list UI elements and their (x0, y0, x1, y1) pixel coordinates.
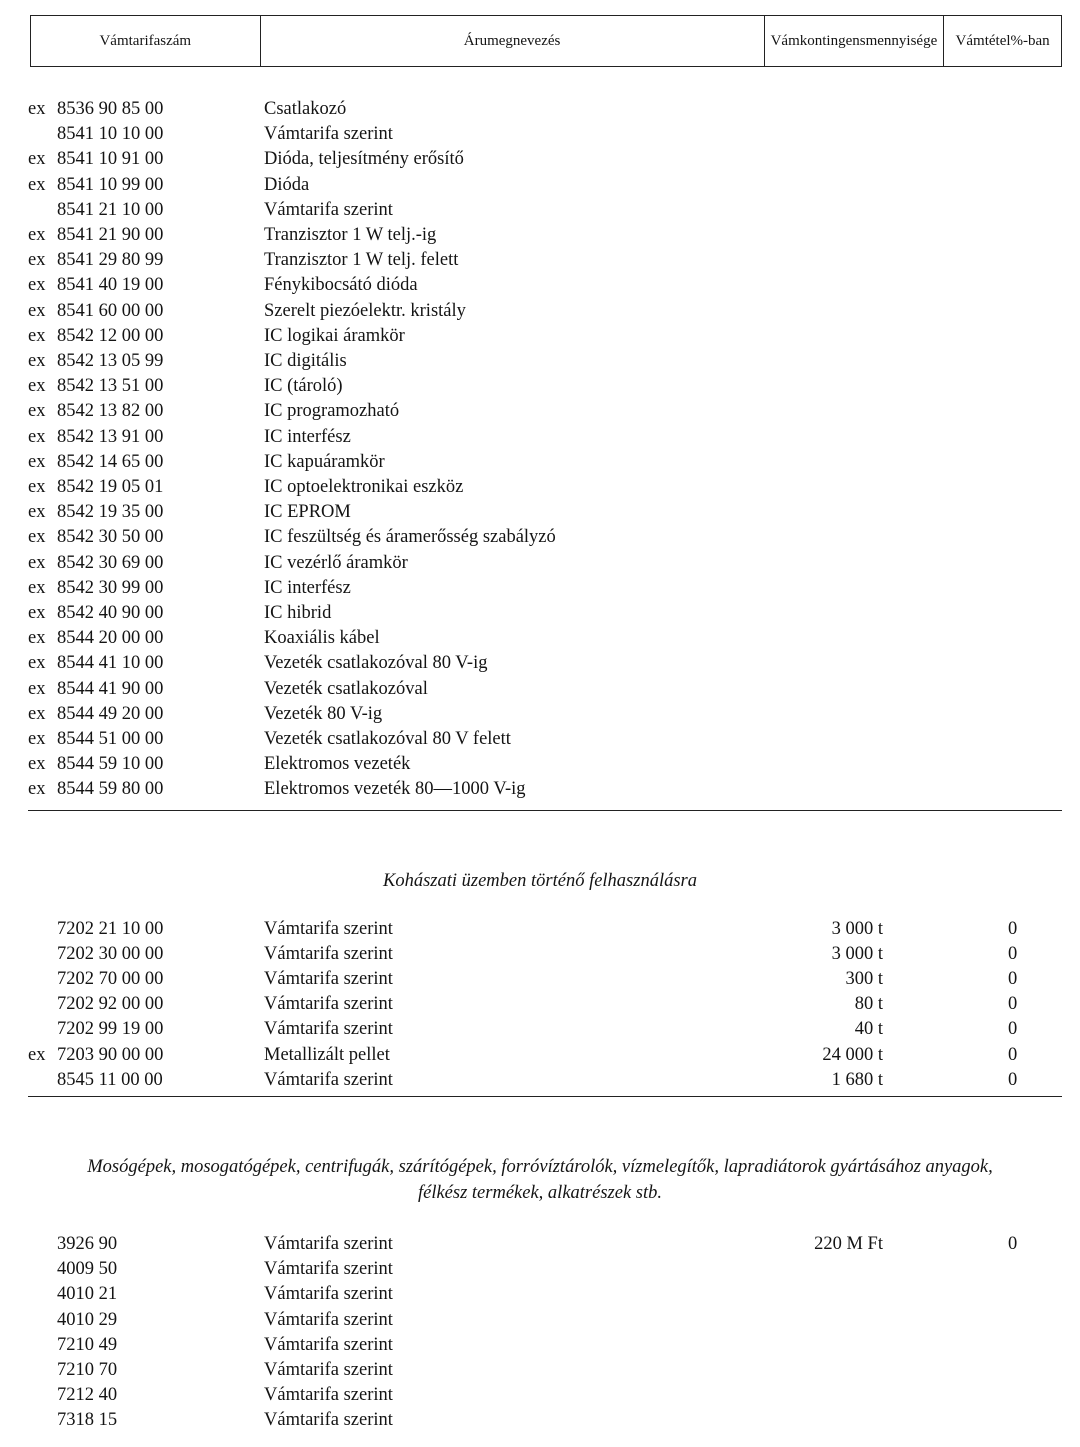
tariff-code: 8541 29 80 99 (57, 250, 164, 271)
duty-rate: 0 (1008, 919, 1018, 939)
goods-description: Szerelt piezóelektr. kristály (264, 300, 466, 321)
ex-marker: ex (28, 628, 46, 649)
goods-description: Csatlakozó (264, 99, 347, 119)
goods-description: IC interfész (264, 577, 351, 598)
table-row (0, 475, 1080, 500)
table-row (0, 1068, 1080, 1093)
tariff-code: 8542 12 00 00 (57, 325, 164, 346)
table-row (0, 677, 1080, 702)
header-rate-line1: Vámtétel (955, 33, 1011, 49)
goods-description: Vámtarifa szerint (264, 199, 393, 220)
goods-description: Tranzisztor 1 W telj. felett (264, 250, 459, 271)
tariff-code: 8544 59 80 00 (57, 779, 164, 800)
goods-description: Vámtarifa szerint (264, 1309, 393, 1330)
quota-quantity: 40 t (854, 1019, 883, 1040)
section3-title-line1: Mosógépek, mosogatógépek, centrifugák, szárítógépek, forróvíztárolók, vízmelegítők, lapradiátorok gyártásához anyagok, (87, 1157, 993, 1177)
tariff-code: 8541 40 19 00 (57, 275, 164, 296)
tariff-code: 7202 21 10 00 (57, 919, 164, 939)
ex-marker: ex (28, 477, 46, 497)
tariff-code: 8541 21 10 00 (57, 199, 164, 220)
tariff-code: 8544 49 20 00 (57, 703, 164, 724)
tariff-code: 7318 15 (57, 1410, 118, 1431)
ex-marker: ex (28, 653, 46, 674)
table-row (0, 917, 1080, 942)
table-row (0, 147, 1080, 172)
duty-rate: 0 (1008, 1044, 1018, 1065)
goods-description: IC programozható (264, 401, 400, 422)
goods-description: IC (tároló) (264, 376, 343, 397)
table-row (0, 299, 1080, 324)
table-row (0, 576, 1080, 601)
ex-marker: ex (28, 1044, 46, 1065)
goods-description: IC vezérlő áramkör (264, 552, 408, 573)
ex-marker: ex (28, 351, 46, 371)
table-row (0, 97, 1080, 122)
table-row (0, 122, 1080, 147)
goods-description: Vámtarifa szerint (264, 969, 393, 990)
tariff-code: 7210 70 (57, 1360, 118, 1380)
table-row (0, 992, 1080, 1017)
duty-rate: 0 (1008, 944, 1018, 965)
quota-quantity: 3 000 t (831, 919, 883, 939)
quota-quantity: 80 t (854, 994, 883, 1015)
tariff-code: 8542 19 35 00 (57, 502, 164, 523)
tariff-code: 3926 90 (57, 1234, 118, 1254)
table-row (0, 198, 1080, 223)
table-row (0, 727, 1080, 752)
goods-description: Tranzisztor 1 W telj.-ig (264, 225, 437, 245)
goods-description: Vámtarifa szerint (264, 994, 393, 1015)
tariff-code: 8542 30 69 00 (57, 552, 164, 573)
ex-marker: ex (28, 401, 46, 422)
duty-rate: 0 (1008, 969, 1018, 990)
tariff-code: 8542 13 91 00 (57, 426, 164, 447)
table-row (0, 248, 1080, 273)
ex-marker: ex (28, 426, 46, 447)
tariff-code: 8544 20 00 00 (57, 628, 164, 649)
table-row (0, 1282, 1080, 1307)
goods-description: IC EPROM (264, 502, 351, 523)
table-row (0, 1408, 1080, 1433)
tariff-code: 8541 10 99 00 (57, 174, 164, 195)
goods-description: Vámtarifa szerint (264, 124, 393, 145)
table-row (0, 450, 1080, 475)
ex-marker: ex (28, 527, 46, 548)
tariff-code: 8545 11 00 00 (57, 1069, 163, 1090)
goods-description: Vámtarifa szerint (264, 944, 393, 965)
duty-rate: 0 (1008, 994, 1018, 1015)
table-row (0, 967, 1080, 992)
ex-marker: ex (28, 754, 46, 775)
goods-description: Dióda (264, 174, 310, 195)
ex-marker: ex (28, 376, 46, 397)
ex-marker: ex (28, 325, 46, 346)
section3-title-line2: félkész termékek, alkatrészek stb. (417, 1183, 662, 1203)
table-row (0, 1333, 1080, 1358)
table-row (0, 500, 1080, 525)
tariff-code: 8542 19 05 01 (57, 477, 164, 497)
table-row (0, 702, 1080, 727)
goods-description: Vámtarifa szerint (264, 1360, 393, 1380)
goods-description: Vámtarifa szerint (264, 1334, 393, 1355)
duty-rate: 0 (1008, 1069, 1018, 1090)
tariff-code: 4009 50 (57, 1259, 118, 1280)
goods-description: Vámtarifa szerint (264, 1069, 393, 1090)
table-row (0, 651, 1080, 676)
duty-rate: 0 (1008, 1234, 1018, 1254)
goods-description: IC interfész (264, 426, 351, 447)
table-row (0, 551, 1080, 576)
tariff-code: 8541 10 91 00 (57, 149, 164, 170)
quota-quantity: 300 t (845, 969, 883, 990)
goods-description: Vámtarifa szerint (264, 1385, 393, 1406)
header-code-column: Vámtarifaszám (31, 16, 261, 66)
quota-quantity: 1 680 t (831, 1069, 883, 1090)
goods-description: Vámtarifa szerint (264, 1259, 393, 1280)
table-row (0, 399, 1080, 424)
ex-marker: ex (28, 275, 46, 296)
ex-marker: ex (28, 174, 46, 195)
ex-marker: ex (28, 552, 46, 573)
tariff-code: 8544 41 10 00 (57, 653, 164, 674)
table-row (0, 777, 1080, 802)
tariff-code: 7202 92 00 00 (57, 994, 164, 1015)
header-rate-line2: %-ban (1010, 33, 1050, 49)
goods-description: Vezeték csatlakozóval 80 V-ig (264, 653, 488, 674)
tariff-code: 7202 70 00 00 (57, 969, 164, 990)
goods-description: IC optoelektronikai eszköz (264, 477, 464, 497)
tariff-code: 8542 14 65 00 (57, 451, 164, 472)
header-quota-line2: mennyisége (865, 33, 938, 49)
goods-description: IC feszültség és áramerősség szabályzó (264, 527, 556, 548)
table-row (0, 1017, 1080, 1042)
goods-description: Elektromos vezeték (264, 754, 411, 775)
tariff-code: 8541 10 10 00 (57, 124, 164, 145)
tariff-code: 7202 30 00 00 (57, 944, 164, 965)
goods-description: Vezeték 80 V-ig (264, 703, 383, 724)
goods-description: Elektromos vezeték 80—1000 V-ig (264, 779, 526, 800)
goods-description: Koaxiális kábel (264, 628, 380, 649)
goods-description: Vezeték csatlakozóval (264, 678, 428, 699)
ex-marker: ex (28, 577, 46, 598)
table-row (0, 324, 1080, 349)
table-row (0, 1257, 1080, 1282)
table-row (0, 601, 1080, 626)
goods-description: IC digitális (264, 351, 347, 371)
goods-description: Vezeték csatlakozóval 80 V felett (264, 729, 511, 749)
table-row (0, 349, 1080, 374)
tariff-code: 8542 30 50 00 (57, 527, 164, 548)
header-quota-line1: Vámkontingens (770, 33, 866, 49)
goods-description: IC kapuáramkör (264, 451, 385, 472)
section-divider (28, 1096, 1062, 1097)
tariff-code: 7202 99 19 00 (57, 1019, 164, 1040)
header-quota-column (765, 16, 945, 66)
table-row (0, 1232, 1080, 1257)
table-row (0, 223, 1080, 248)
tariff-code: 8542 13 82 00 (57, 401, 164, 422)
goods-description: Metallizált pellet (264, 1044, 390, 1065)
ex-marker: ex (28, 149, 46, 170)
ex-marker: ex (28, 99, 46, 119)
goods-description: Vámtarifa szerint (264, 1284, 393, 1305)
tariff-code: 8544 59 10 00 (57, 754, 164, 775)
ex-marker: ex (28, 779, 46, 800)
ex-marker: ex (28, 703, 46, 724)
quota-quantity: 24 000 t (822, 1044, 883, 1065)
ex-marker: ex (28, 300, 46, 321)
tariff-code: 8544 41 90 00 (57, 678, 164, 699)
table-row (0, 1383, 1080, 1408)
tariff-code: 8542 30 99 00 (57, 577, 164, 598)
goods-description: Vámtarifa szerint (264, 1410, 393, 1431)
table-row (0, 1308, 1080, 1333)
table-row (0, 374, 1080, 399)
table-row (0, 942, 1080, 967)
ex-marker: ex (28, 225, 46, 245)
goods-description: Vámtarifa szerint (264, 1019, 393, 1040)
header-name-column: Árumegnevezés (261, 16, 765, 66)
table-header (30, 15, 1062, 67)
table-row (0, 525, 1080, 550)
tariff-code: 8542 13 05 99 (57, 351, 164, 371)
tariff-code: 4010 29 (57, 1309, 118, 1330)
ex-marker: ex (28, 603, 46, 623)
ex-marker: ex (28, 678, 46, 699)
ex-marker: ex (28, 729, 46, 749)
quota-quantity: 220 M Ft (814, 1234, 883, 1254)
ex-marker: ex (28, 451, 46, 472)
goods-description: Fénykibocsátó dióda (264, 275, 418, 296)
table-row (0, 425, 1080, 450)
tariff-code: 8541 60 00 00 (57, 300, 164, 321)
tariff-code: 8544 51 00 00 (57, 729, 164, 749)
table-row (0, 626, 1080, 651)
section2-title: Kohászati üzemben történő felhasználásra (383, 871, 697, 891)
ex-marker: ex (28, 502, 46, 523)
section-divider (28, 810, 1062, 811)
tariff-code: 8542 40 90 00 (57, 603, 164, 623)
goods-description: IC hibrid (264, 603, 332, 623)
goods-description: Vámtarifa szerint (264, 1234, 393, 1254)
tariff-code: 4010 21 (57, 1284, 118, 1305)
table-row (0, 1358, 1080, 1383)
duty-rate: 0 (1008, 1019, 1018, 1040)
tariff-code: 8541 21 90 00 (57, 225, 164, 245)
tariff-code: 8536 90 85 00 (57, 99, 164, 119)
tariff-code: 7203 90 00 00 (57, 1044, 164, 1065)
quota-quantity: 3 000 t (831, 944, 883, 965)
tariff-code: 7212 40 (57, 1385, 118, 1406)
table-row (0, 1043, 1080, 1068)
tariff-code: 8542 13 51 00 (57, 376, 164, 397)
goods-description: Vámtarifa szerint (264, 919, 393, 939)
tariff-code: 7210 49 (57, 1334, 118, 1355)
header-rate-column (944, 16, 1061, 66)
ex-marker: ex (28, 250, 46, 271)
goods-description: IC logikai áramkör (264, 325, 405, 346)
goods-description: Dióda, teljesítmény erősítő (264, 149, 464, 170)
table-row (0, 173, 1080, 198)
table-row (0, 273, 1080, 298)
table-row (0, 752, 1080, 777)
